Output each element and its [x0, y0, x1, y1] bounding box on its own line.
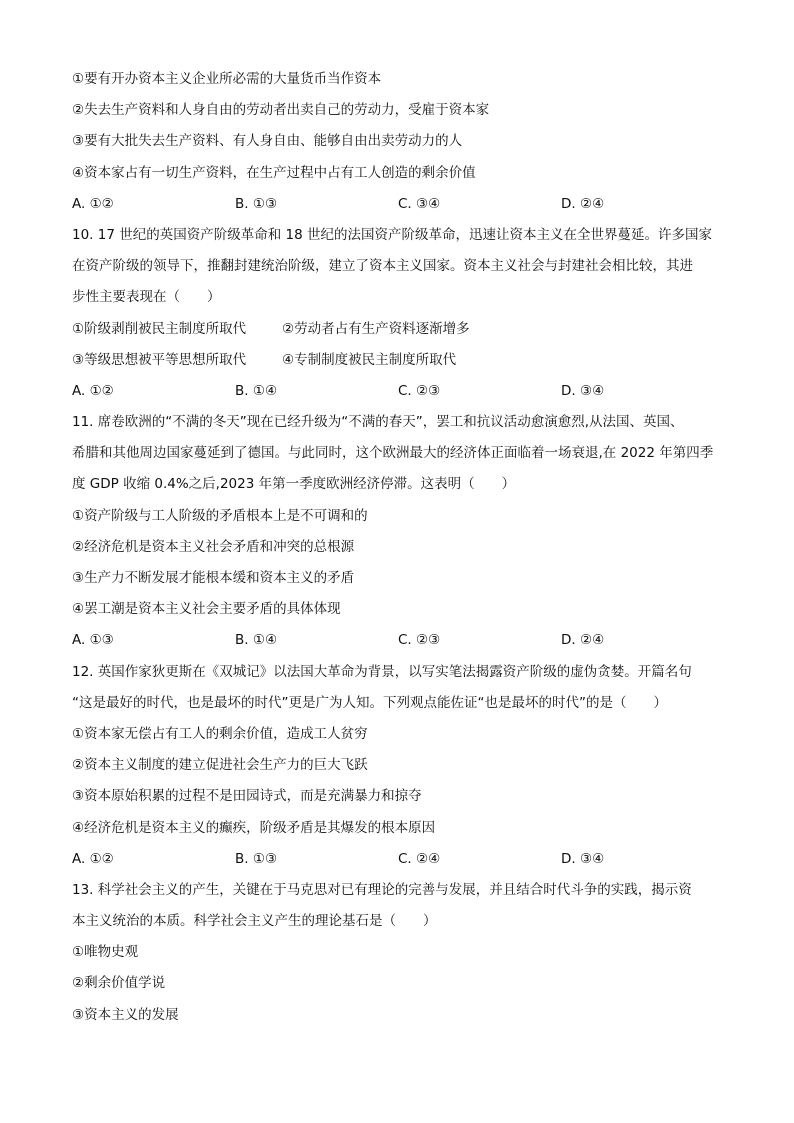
q10-option-a: A. ①②: [72, 382, 114, 399]
q12-option-c: C. ②④: [398, 850, 441, 867]
q12-option-b: B. ①③: [235, 850, 278, 867]
q10-stem-line-3: 步性主要表现在（ ）: [72, 289, 221, 306]
q11-option-c: C. ②③: [398, 632, 441, 649]
q10-statement-3: ③等级思想被平等思想所取代: [72, 351, 247, 368]
q10-statement-2: ②劳动者占有生产资料逐渐增多: [282, 320, 470, 337]
q10-statements-row-1: [72, 314, 724, 345]
q12-statement-2: ②资本主义制度的建立促进社会生产力的巨大飞跃: [72, 757, 368, 774]
q12-stem-line-2: “这是最好的时代，也是最坏的时代”更是广为人知。下列观点能佐证“也是最坏的时代”的是（ ）: [72, 694, 667, 711]
q13-statement-3: ③资本主义的发展: [72, 1006, 179, 1023]
q11-option-d: D. ②④: [561, 632, 605, 649]
q13-statement-1: ①唯物史观: [72, 944, 139, 961]
q11-stem-line-3: 度 GDP 收缩 0.4%之后,2023 年第一季度欧洲经济停滞。这表明（ ）: [72, 476, 516, 493]
q9-statement-2: ②失去生产资料和人身自由的劳动者出卖自己的劳动力，受雇于资本家: [72, 102, 490, 119]
q10-option-d: D. ③④: [561, 382, 605, 399]
q11-options: [72, 625, 724, 656]
q13-stem-line-2: 本主义统治的本质。科学社会主义产生的理论基石是（ ）: [72, 913, 437, 930]
q11-stem-line-2: 希腊和其他周边国家蔓延到了德国。与此同时，这个欧洲最大的经济体正面临着一场衰退,在 2022 年第四季: [72, 445, 714, 462]
q11-stem-line-1: 11. 席卷欧洲的“不满的冬天”现在已经升级为“不满的春天”，罢工和抗议活动愈演愈烈,从法国、英国、: [72, 414, 684, 431]
q12-statement-4: ④经济危机是资本主义的癫疾，阶级矛盾是其爆发的根本原因: [72, 819, 436, 836]
q12-stem-line-1: 12. 英国作家狄更斯在《双城记》以法国大革命为背景，以写实笔法揭露资产阶级的虚伪贪婪。开篇名句: [72, 663, 692, 680]
q10-option-b: B. ①④: [235, 382, 278, 399]
q9-option-b: B. ①③: [235, 195, 278, 212]
q9-statement-1: ①要有开办资本主义企业所必需的大量货币当作资本: [72, 71, 382, 87]
q9-option-c: C. ③④: [398, 195, 441, 212]
q12-statement-1: ①资本家无偿占有工人的剩余价值，造成工人贫穷: [72, 725, 368, 742]
q10-options: [72, 376, 724, 407]
q9-statement-3: ③要有大批失去生产资料、有人身自由、能够自由出卖劳动力的人: [72, 133, 463, 150]
q10-stem-line-1: 10. 17 世纪的英国资产阶级革命和 18 世纪的法国资产阶级革命，迅速让资本主义在全世界蔓延。许多国家: [72, 226, 712, 243]
q12-option-d: D. ③④: [561, 850, 605, 867]
q10-stem-line-2: 在资产阶级的领导下，推翻封建统治阶级，建立了资本主义国家。资本主义社会与封建社会相比较，其进: [72, 258, 693, 275]
q11-statement-2: ②经济危机是资本主义社会矛盾和冲突的总根源: [72, 538, 355, 555]
q13-statement-2: ②剩余价值学说: [72, 975, 166, 992]
q11-statement-1: ①资产阶级与工人阶级的矛盾根本上是不可调和的: [72, 507, 368, 524]
q10-statements-row-2: [72, 345, 724, 376]
q12-options: [72, 844, 724, 875]
q11-statement-3: ③生产力不断发展才能根本缓和资本主义的矛盾: [72, 570, 355, 586]
q9-options: [72, 189, 724, 220]
q9-option-a: A. ①②: [72, 195, 114, 212]
q10-statement-1: ①阶级剥削被民主制度所取代: [72, 320, 247, 337]
q13-stem-line-1: 13. 科学社会主义的产生，关键在于马克思对已有理论的完善与发展，并且结合时代斗争的实践，揭示资: [72, 881, 692, 898]
q9-statement-4: ④资本家占有一切生产资料，在生产过程中占有工人创造的剩余价值: [72, 164, 476, 181]
q9-option-d: D. ②④: [561, 195, 605, 212]
q10-statement-4: ④专制制度被民主制度所取代: [282, 351, 457, 368]
q11-statement-4: ④罢工潮是资本主义社会主要矛盾的具体体现: [72, 601, 341, 618]
q10-option-c: C. ②③: [398, 382, 441, 399]
q12-statement-3: ③资本原始积累的过程不是田园诗式，而是充满暴力和掠夺: [72, 788, 422, 805]
q12-option-a: A. ①②: [72, 850, 114, 867]
q11-option-a: A. ①③: [72, 632, 114, 649]
q11-option-b: B. ①④: [235, 632, 278, 649]
